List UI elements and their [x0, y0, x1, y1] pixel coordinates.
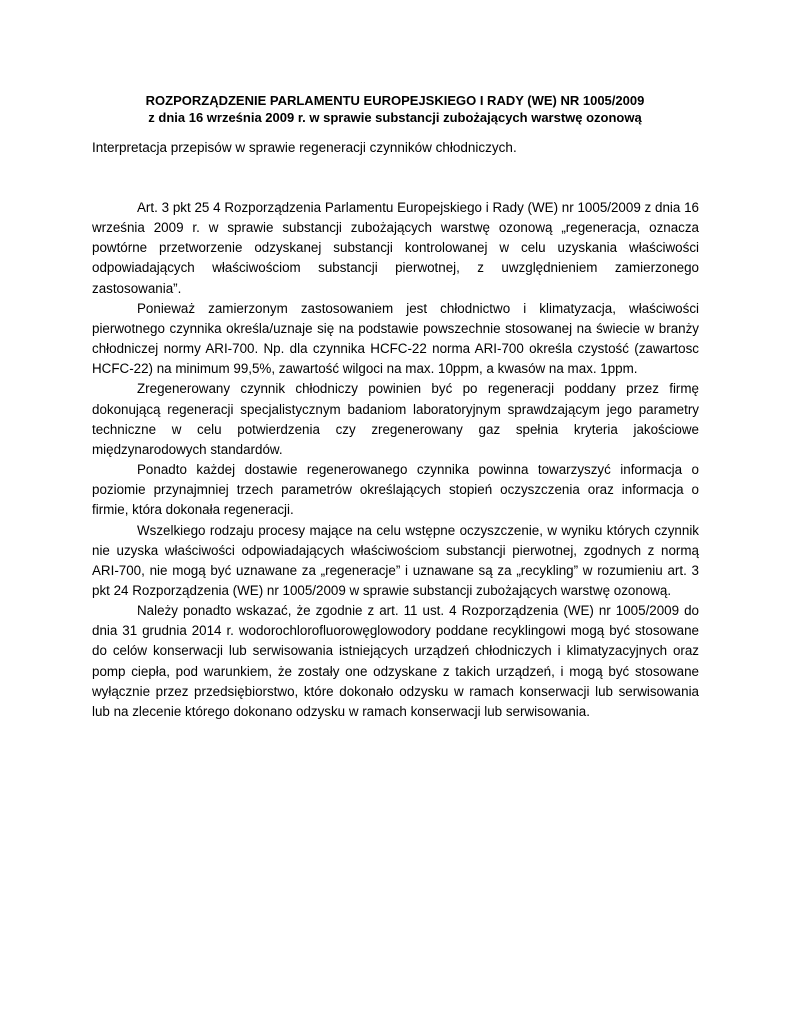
paragraph-recycling-definition: Wszelkiego rodzaju procesy mające na celu wstępne oczyszczenie, w wyniku których czynnik nie uzyska właściwości odpowiadających właściwościom substancji pierwotnej, zgodnych z normą ARI-700, nie mogą być uznawane za „regeneracje” i uznawane są za „recykling” w rozumieniu art. 3 pkt 24 Rozporządzenia (WE) nr 1005/2009 w sprawie substancji zubożających warstwę ozonową.: [92, 522, 699, 598]
title-line-regulation: ROZPORZĄDZENIE PARLAMENTU EUROPEJSKIEGO I RADY (WE) NR 1005/2009: [145, 93, 645, 108]
paragraph-article-11: Należy ponadto wskazać, że zgodnie z art. 11 ust. 4 Rozporządzenia (WE) nr 1005/2009 do dnia 31 grudnia 2014 r. wodorochlorofluorowęglowodory poddane recyklingowi mogą być stosowane do celów konserwacji lub serwisowania istniejących urządzeń chłodniczych i klimatyzacyjnych oraz pomp ciepła, pod warunkiem, że zostały one odzyskane z takich urządzeń, i mogą być stosowane wyłącznie przez przedsiębiorstwo, które dokonało odzysku w ramach konserwacji lub serwisowania lub na zlecenie którego dokonano odzysku w ramach konserwacji lub serwisowania.: [92, 603, 699, 719]
document-title: [92, 92, 698, 126]
paragraph-definition: Art. 3 pkt 25 4 Rozporządzenia Parlamentu Europejskiego i Rady (WE) nr 1005/2009 z dnia 16 września 2009 r. w sprawie substancji zubożających warstwę ozonową „regeneracja, oznacza powtórne przetworzenie odzyskanej substancji kontrolowanej w celu uzyskania właściwości odpowiadających właściwościom substancji pierwotnej, z uwzględnieniem zamierzonego zastosowania”.: [92, 200, 699, 296]
paragraph-ari-700-standard: Ponieważ zamierzonym zastosowaniem jest chłodnictwo i klimatyzacja, właściwości pierwotnego czynnika określa/uznaje się na podstawie powszechnie stosowanej na świecie w branży chłodniczej normy ARI-700. Np. dla czynnika HCFC-22 norma ARI-700 określa czystość (zawartosc HCFC-22) na minimum 99,5%, zawartość wilgoci na max. 10ppm, a kwasów na max. 1ppm.: [92, 300, 699, 377]
document-body: [92, 198, 699, 722]
intro-line: Interpretacja przepisów w sprawie regeneracji czynników chłodniczych.: [92, 140, 517, 155]
title-line-date-subject: z dnia 16 września 2009 r. w sprawie substancji zubożających warstwę ozonową: [148, 110, 642, 125]
paragraph-delivery-information: Ponadto każdej dostawie regenerowanego czynnika powinna towarzyszyć informacja o poziomie przynajmniej trzech parametrów określających stopień oczyszczenia oraz informacja o firmie, która dokonała regeneracji.: [92, 462, 699, 518]
paragraph-laboratory-testing: Zregenerowany czynnik chłodniczy powinien być po regeneracji poddany przez firmę dokonującą regeneracji specjalistycznym badaniom laboratoryjnym sprawdzającym jego parametry techniczne w celu potwierdzenia czy zregenerowany gaz spełnia kryteria jakościowe międzynarodowych standardów.: [92, 381, 699, 457]
